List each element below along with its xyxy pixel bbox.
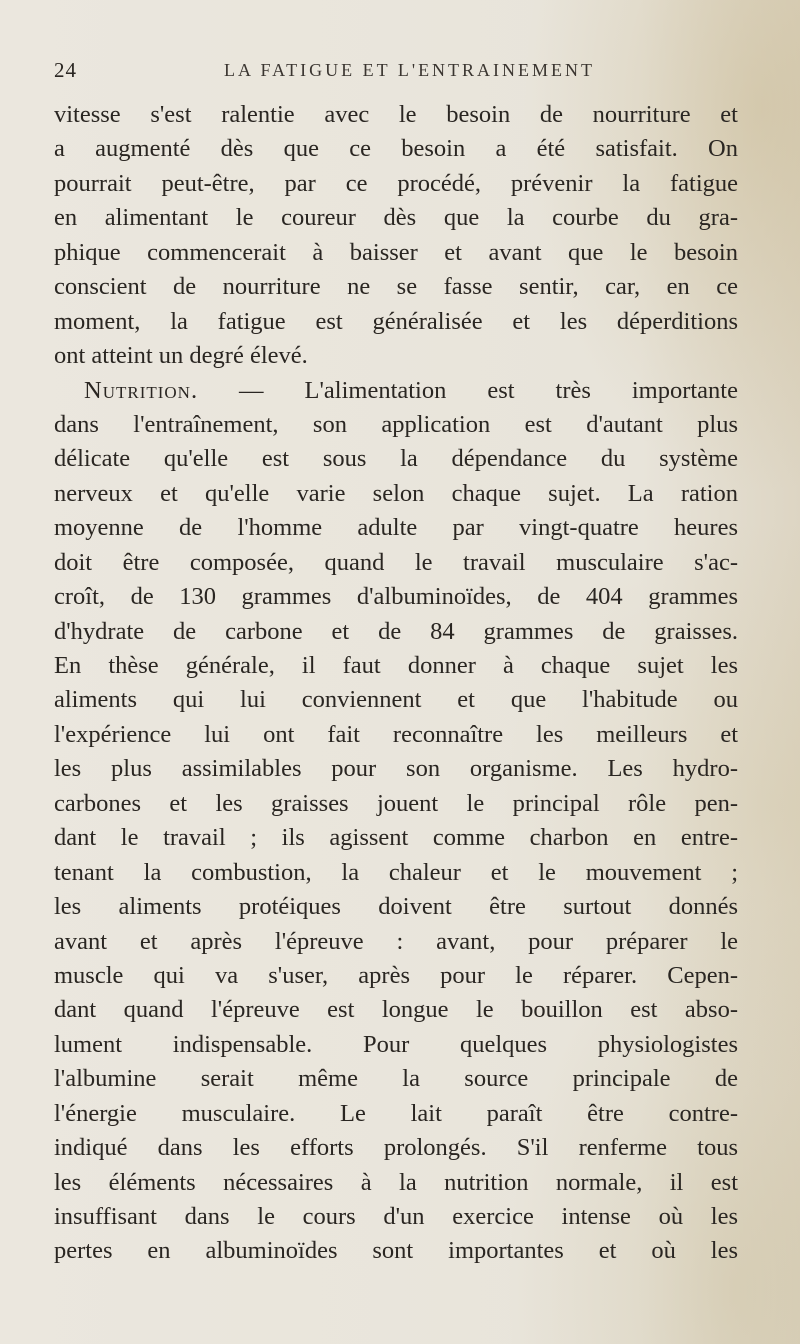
running-head xyxy=(54,58,738,92)
text-line: croît, de 130 grammes d'albuminoïdes, de 404 grammes xyxy=(54,583,738,611)
text-line: moment, la fatigue est généralisée et les déperditions xyxy=(54,307,738,335)
text-line: délicate qu'elle est sous la dépendance du système xyxy=(54,445,738,473)
page-number: 24 xyxy=(54,58,77,82)
text-line: tenant la combustion, la chaleur et le mouvement ; xyxy=(54,858,738,886)
text-line: dant le travail ; ils agissent comme charbon en entre- xyxy=(54,824,738,852)
section-heading-rest: — L'alimentation est très importante xyxy=(198,376,738,404)
text-line: l'énergie musculaire. Le lait paraît être contre- xyxy=(54,1099,738,1127)
text-line: aliments qui lui conviennent et que l'habitude ou xyxy=(54,686,738,714)
text-line: dans l'entraînement, son application est d'autant plus xyxy=(54,410,738,438)
text-line: carbones et les graisses jouent le principal rôle pen- xyxy=(54,789,738,817)
text-line: les éléments nécessaires à la nutrition normale, il est xyxy=(54,1168,738,1196)
section-heading-line xyxy=(54,374,738,408)
text-line: en alimentant le coureur dès que la courbe du gra- xyxy=(54,204,738,232)
text-line: avant et après l'épreuve : avant, pour préparer le xyxy=(54,927,738,955)
text-line: indiqué dans les efforts prolongés. S'il renferme tous xyxy=(54,1134,738,1162)
running-title: LA FATIGUE ET L'ENTRAINEMENT xyxy=(224,60,596,80)
section-heading: Nutrition. xyxy=(84,376,199,404)
text-line: muscle qui va s'user, après pour le réparer. Cepen- xyxy=(54,961,738,989)
text-line: lument indispensable. Pour quelques physiologistes xyxy=(54,1030,738,1058)
text-line: a augmenté dès que ce besoin a été satisfait. On xyxy=(54,135,738,163)
text-line: vitesse s'est ralentie avec le besoin de nourriture et xyxy=(54,101,738,128)
text-line: insuffisant dans le cours d'un exercice intense où les xyxy=(54,1203,738,1230)
text-line: moyenne de l'homme adulte par vingt-quatre heures xyxy=(54,514,738,542)
text-line: l'expérience lui ont fait reconnaître les meilleurs et xyxy=(54,720,738,748)
text-line: l'albumine serait même la source principale de xyxy=(54,1065,738,1093)
text-line: dant quand l'épreuve est longue le bouillon est abso- xyxy=(54,996,738,1024)
paragraph-nutrition xyxy=(54,374,738,1269)
paragraph-fatigue xyxy=(54,98,738,374)
text-line: pourrait peut-être, par ce procédé, prévenir la fatigue xyxy=(54,169,738,197)
text-line: les aliments protéiques doivent être surtout donnés xyxy=(54,893,738,921)
text-line: ont atteint un degré élevé. xyxy=(54,342,308,370)
text-line: pertes en albuminoïdes sont importantes et où les xyxy=(54,1237,738,1265)
text-line: nerveux et qu'elle varie selon chaque sujet. La ration xyxy=(54,479,738,507)
text-line: doit être composée, quand le travail musculaire s'ac- xyxy=(54,548,738,576)
text-line: d'hydrate de carbone et de 84 grammes de graisses. xyxy=(54,617,738,645)
text-line: les plus assimilables pour son organisme. Les hydro- xyxy=(54,755,738,783)
body-text xyxy=(54,98,738,1269)
text-line: En thèse générale, il faut donner à chaque sujet les xyxy=(54,652,738,679)
text-line: conscient de nourriture ne se fasse sentir, car, en ce xyxy=(54,273,738,301)
text-line: phique commencerait à baisser et avant que le besoin xyxy=(54,238,738,266)
